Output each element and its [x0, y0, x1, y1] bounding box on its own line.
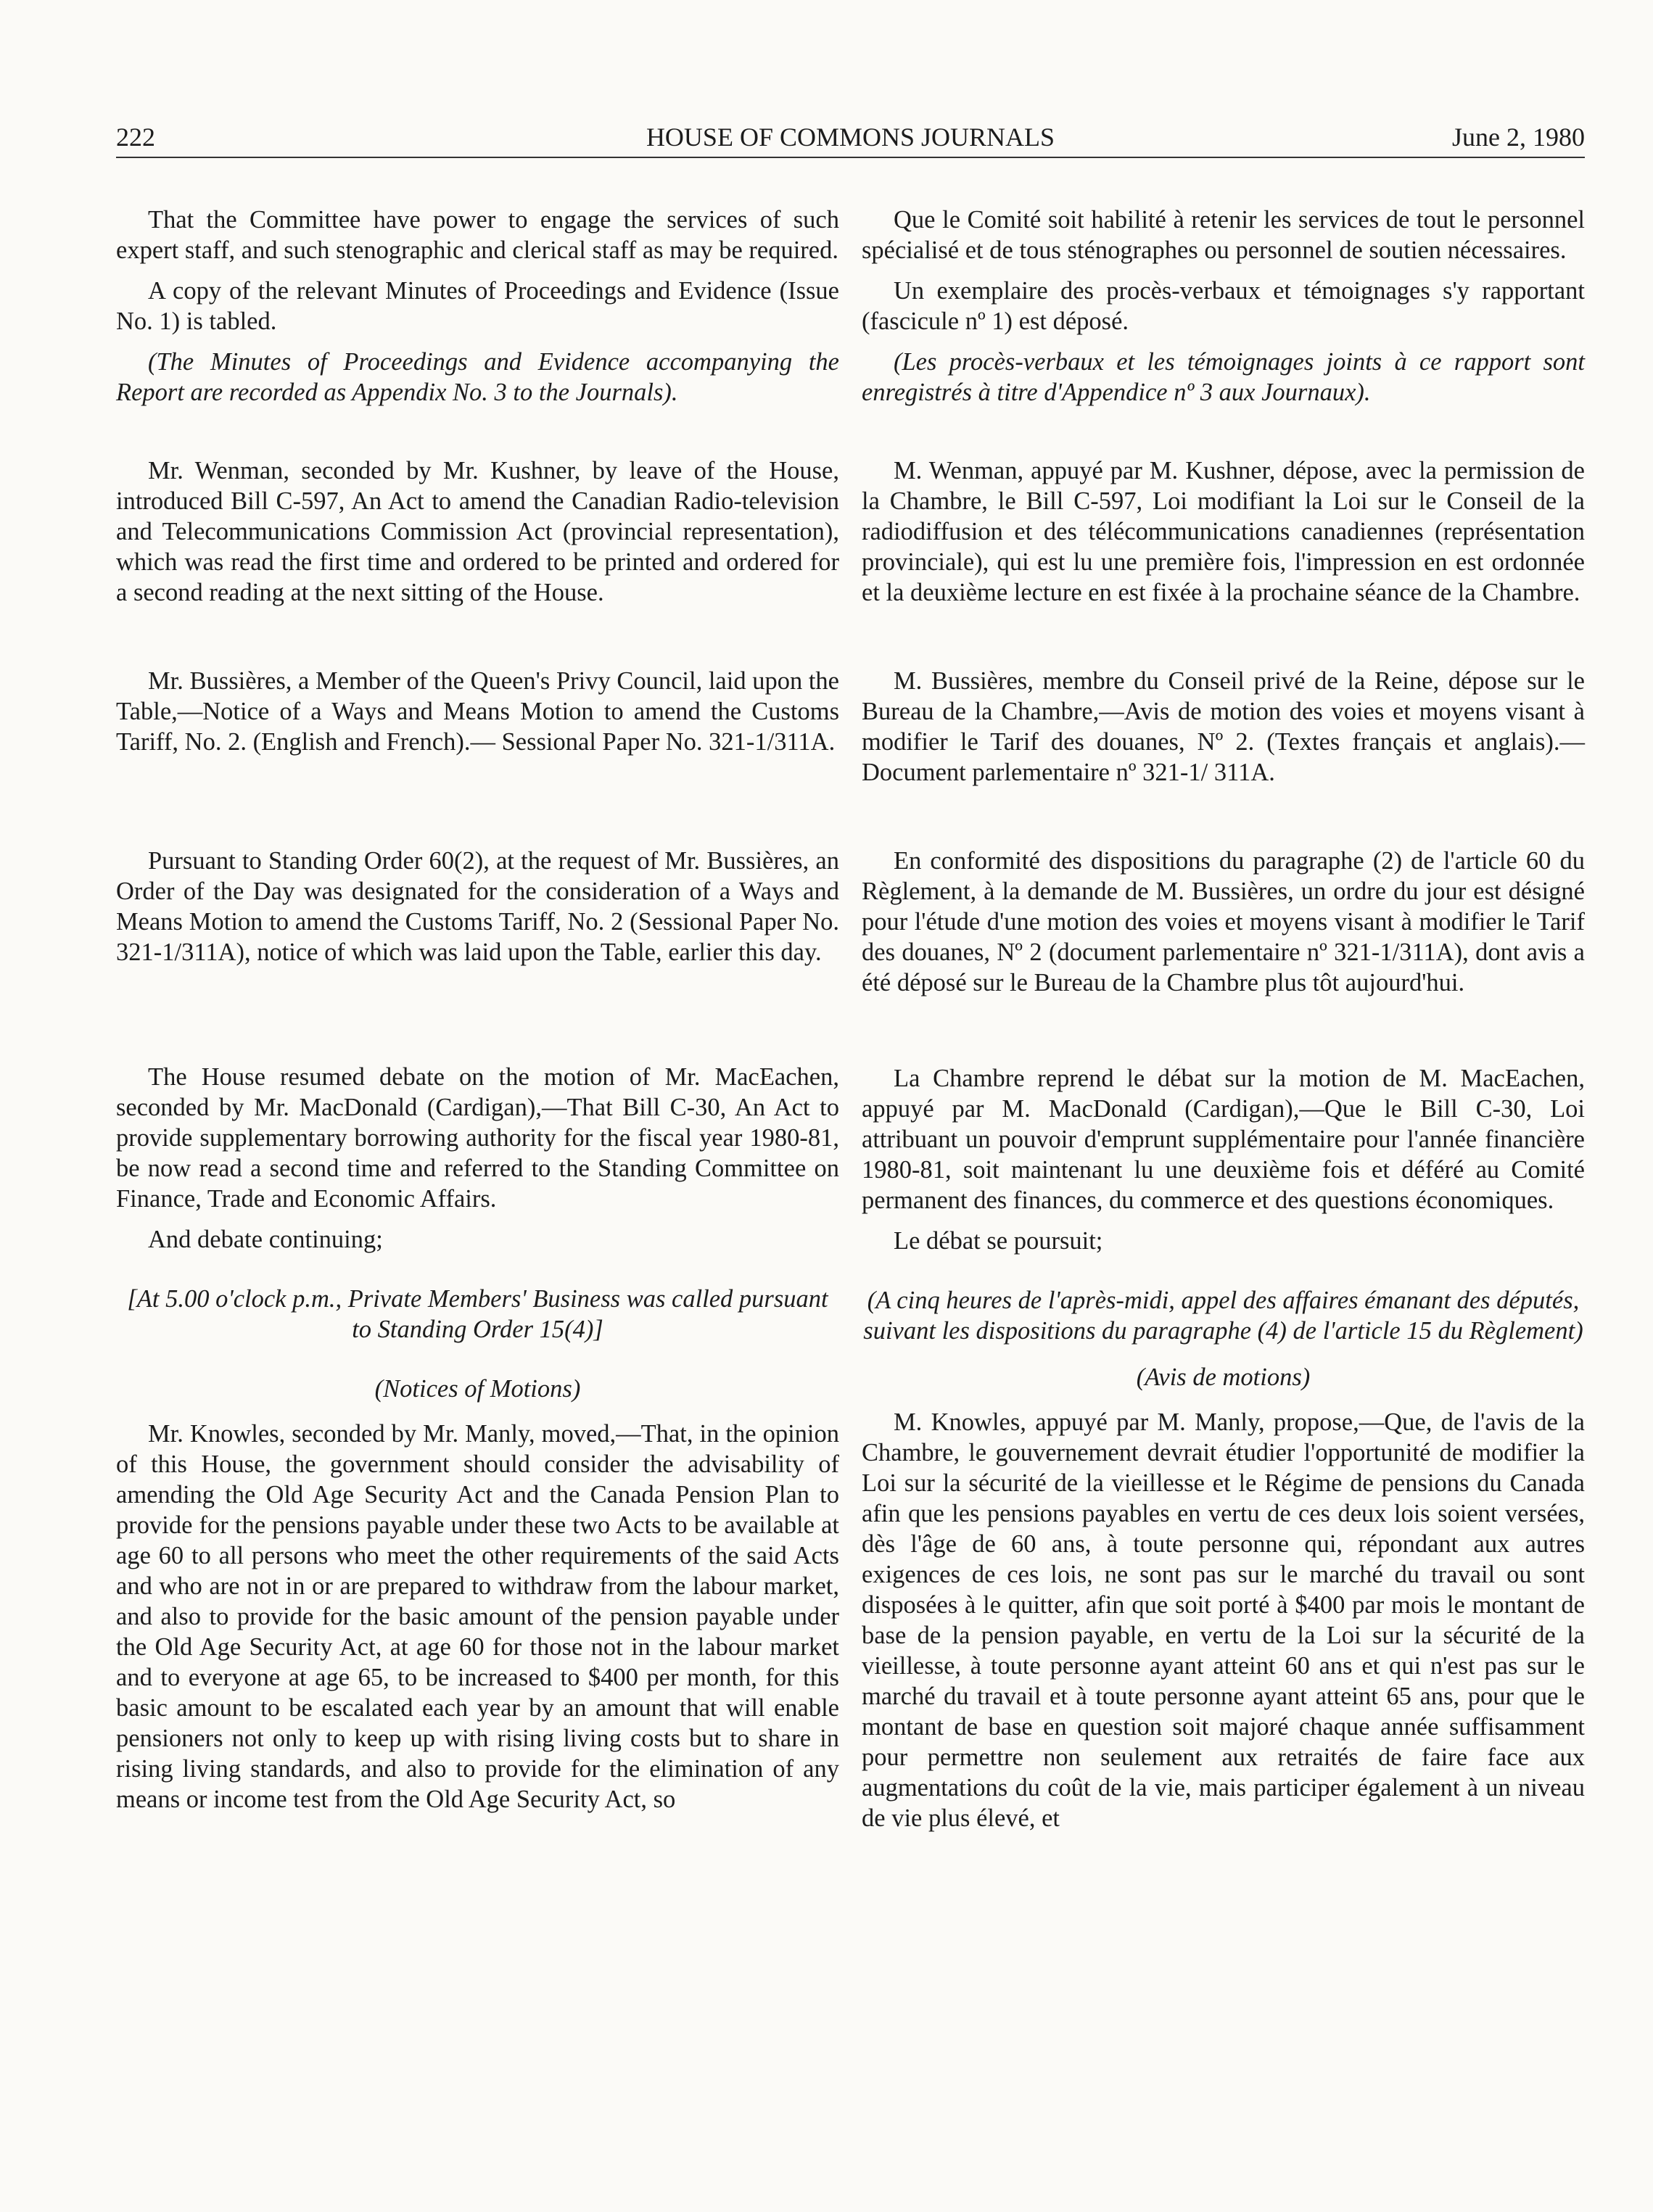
- en-debate-resumed-paragraph: The House resumed debate on the motion of Mr. MacEachen, seconded by Mr. MacDonald (Cardigan),—That Bill C-30, An Act to provide supplementary borrowing authority for the fiscal year 1980-81, be now read a second time and referred to the Standing Committee on Finance, Trade and Economic Affairs.: [116, 1063, 839, 1213]
- en-bill-c597-paragraph: Mr. Wenman, seconded by Mr. Kushner, by leave of the House, introduced Bill C-597, An Act to amend the Canadian Radio-television and Telecommunications Commission Act (provincial representation), which was read the first time and ordered to be printed and ordered for a second reading at the next sitting of the House.: [116, 457, 839, 606]
- en-order-of-day-paragraph: Pursuant to Standing Order 60(2), at the request of Mr. Bussières, an Order of the Day was designated for the consideration of a Ways and Means Motion to amend the Customs Tariff, No. 2 (Sessional Paper No. 321-1/311A), notice of which was laid upon the Table, earlier this day.: [116, 847, 839, 966]
- fr-minutes-tabled-paragraph: Un exemplaire des procès-verbaux et témoignages s'y rapportant (fascicule nº 1) est déposé.: [862, 277, 1585, 335]
- fr-ways-means-notice-paragraph: M. Bussières, membre du Conseil privé de la Reine, dépose sur le Bureau de la Chambre,—Avis de motion des voies et moyens visant à modifier le Tarif des douanes, Nº 2. (Textes français et anglais).—Document parlementaire nº 321-1/ 311A.: [862, 667, 1585, 786]
- journal-title: HOUSE OF COMMONS JOURNALS: [646, 123, 1055, 152]
- fr-notices-heading: (Avis de motions): [1136, 1363, 1311, 1391]
- fr-private-members-note: (A cinq heures de l'après-midi, appel des affaires émanant des députés, suivant les dispositions du paragraphe (4) de l'article 15 du Règlement): [863, 1287, 1583, 1345]
- fr-order-of-day-paragraph: En conformité des dispositions du paragraphe (2) de l'article 60 du Règlement, à la demande de M. Bussières, un ordre du jour est désigné pour l'étude d'une motion des voies et moyens visant à modifier le Tarif des douanes, Nº 2 (document parlementaire nº 321-1/311A), dont avis a été déposé sur le Bureau de la Chambre plus tôt aujourd'hui.: [862, 847, 1585, 996]
- fr-committee-staff-paragraph: Que le Comité soit habilité à retenir les services de tout le personnel spécialisé et de tous sténographes ou personnel de soutien nécessaires.: [862, 206, 1585, 264]
- en-ways-means-notice-paragraph: Mr. Bussières, a Member of the Queen's Privy Council, laid upon the Table,—Notice of a Ways and Means Motion to amend the Customs Tariff, No. 2. (English and French).— Sessional Paper No. 321-1/311A.: [116, 667, 839, 756]
- en-private-members-note: [At 5.00 o'clock p.m., Private Members' Business was called pursuant to Standing Order 15(4)]: [127, 1285, 828, 1343]
- en-committee-staff-paragraph: That the Committee have power to engage the services of such expert staff, and such stenographic and clerical staff as may be required.: [116, 206, 839, 264]
- fr-bill-c597-paragraph: M. Wenman, appuyé par M. Kushner, dépose, avec la permission de la Chambre, le Bill C-597, Loi modifiant la Loi sur le Conseil de la radiodiffusion et des télécommunications canadiennes (représentation provinciale), qui est lu une première fois, l'impression en est ordonnée et la deuxième lecture en est fixée à la prochaine séance de la Chambre.: [862, 457, 1585, 606]
- en-knowles-motion-paragraph: Mr. Knowles, seconded by Mr. Manly, moved,—That, in the opinion of this House, the government should consider the advisability of amending the Old Age Security Act and the Canada Pension Plan to provide for the pensions payable under these two Acts to be available at age 60 to all persons who meet the other requirements of the said Acts and who are not in or are prepared to withdraw from the labour market, and also to provide for the basic amount of the pension payable under the Old Age Security Act, at age 60 for those not in the labour market and to everyone at age 65, to be increased to $400 per month, for this basic amount to be escalated each year by an amount that will enable pensioners not only to keep up with rising living costs but to share in rising living standards, and also to provide for the elimination of any means or income test from the Old Age Security Act, so: [116, 1420, 839, 1813]
- french-column: [862, 205, 1585, 1833]
- en-debate-continuing: And debate continuing;: [148, 1226, 383, 1253]
- fr-knowles-motion-paragraph: M. Knowles, appuyé par M. Manly, propose,—Que, de l'avis de la Chambre, le gouvernement devrait étudier l'opportunité de modifier la Loi sur la sécurité de la vieillesse et le Régime de pensions du Canada afin que les pensions payables en vertu de ces deux lois soient versées, dès l'âge de 60 ans, à toute personne qui, répondant aux autres exigences de ces lois, ne sont pas sur le marché du travail ou sont disposées à le quitter, afin que soit porté à $400 par mois le montant de base de la pension payable, en vertu de la Loi sur la sécurité de la vieillesse, à toute personne ayant atteint 60 ans et qui n'est pas sur le marché du travail et à toute personne ayant atteint 65 ans, pour que le montant de base en question soit majoré chaque année suffisamment pour permettre non seulement aux retraités de faire face aux augmentations du coût de la vie, mais participer également à un niveau de vie plus élevé, et: [862, 1408, 1585, 1832]
- en-appendix-note: (The Minutes of Proceedings and Evidence accompanying the Report are recorded as Appendix No. 3 to the Journals).: [116, 348, 839, 406]
- page-date: June 2, 1980: [1452, 123, 1585, 152]
- fr-debate-continuing: Le débat se poursuit;: [894, 1227, 1103, 1255]
- page-header: [116, 119, 1585, 158]
- fr-appendix-note: (Les procès-verbaux et les témoignages joints à ce rapport sont enregistrés à titre d'Appendice nº 3 aux Journaux).: [862, 348, 1585, 406]
- en-minutes-tabled-paragraph: A copy of the relevant Minutes of Proceedings and Evidence (Issue No. 1) is tabled.: [116, 277, 839, 335]
- english-column: [116, 205, 839, 1815]
- page-number: 222: [116, 123, 155, 152]
- en-notices-heading: (Notices of Motions): [374, 1375, 581, 1403]
- fr-debate-resumed-paragraph: La Chambre reprend le débat sur la motion de M. MacEachen, appuyé par M. MacDonald (Cardigan),—Que le Bill C-30, Loi attribuant un pouvoir d'emprunt supplémentaire pour l'année financière 1980-81, soit maintenant lu une deuxième fois et déféré au Comité permanent des finances, du commerce et des questions économiques.: [862, 1065, 1585, 1214]
